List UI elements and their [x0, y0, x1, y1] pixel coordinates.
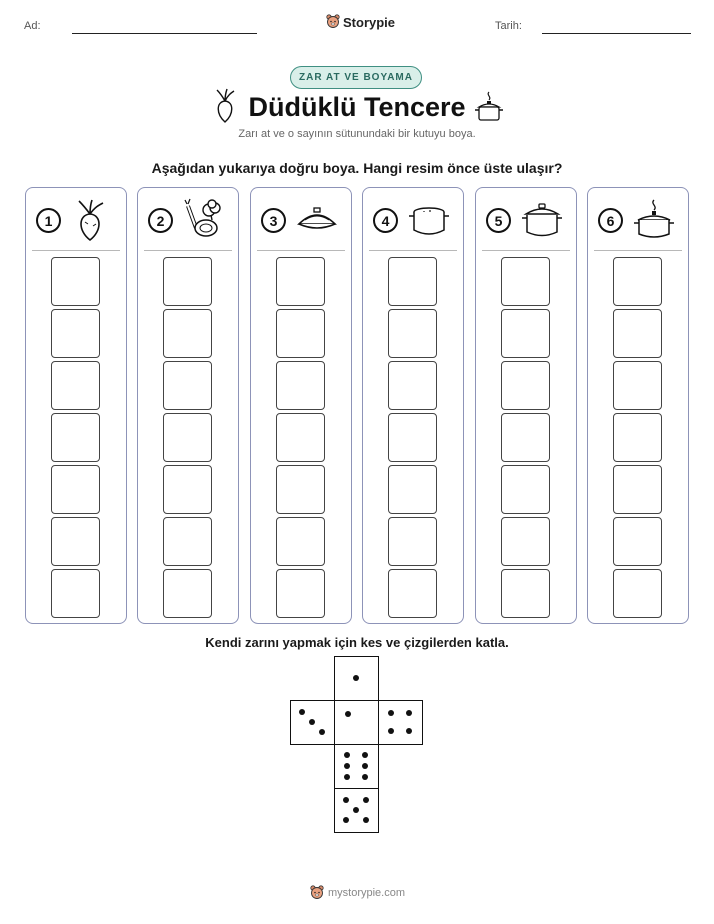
color-box[interactable] — [613, 361, 662, 410]
column-divider — [144, 250, 232, 251]
color-box[interactable] — [388, 257, 437, 306]
color-box[interactable] — [276, 257, 325, 306]
color-box[interactable] — [501, 517, 550, 566]
color-box[interactable] — [388, 361, 437, 410]
color-box[interactable] — [163, 257, 212, 306]
color-box[interactable] — [163, 413, 212, 462]
column-1 — [25, 187, 127, 624]
column-4 — [362, 187, 464, 624]
name-line — [72, 33, 257, 34]
column-header — [373, 204, 453, 238]
color-box[interactable] — [276, 309, 325, 358]
vegetables-icon — [182, 198, 226, 242]
color-box[interactable] — [163, 569, 212, 618]
color-box[interactable] — [51, 257, 100, 306]
color-box[interactable] — [276, 517, 325, 566]
color-box[interactable] — [163, 361, 212, 410]
color-box[interactable] — [388, 465, 437, 514]
column-header — [598, 204, 678, 238]
pot-icon — [520, 198, 564, 242]
die-pip — [343, 817, 349, 823]
pot-with-soup-icon — [407, 198, 451, 242]
die-pip — [345, 711, 351, 717]
column-2 — [137, 187, 239, 624]
die-face-5 — [334, 788, 379, 833]
footer — [310, 885, 405, 901]
coloring-instruction: Aşağıdan yukarıya doğru boya. Hangi resim önce üste ulaşır? — [151, 160, 563, 176]
die-pip — [309, 719, 315, 725]
bear-logo-icon — [310, 885, 324, 901]
die-face-3 — [290, 700, 335, 745]
date-label: Tarih: — [495, 20, 522, 32]
color-box[interactable] — [388, 413, 437, 462]
die-pip — [406, 710, 412, 716]
color-box[interactable] — [613, 517, 662, 566]
die-pip — [344, 763, 350, 769]
column-6 — [587, 187, 689, 624]
number-badge: 1 — [36, 208, 61, 233]
brand-logo — [326, 14, 395, 30]
cut-instruction: Kendi zarını yapmak için kes ve çizgilerden katla. — [205, 635, 509, 650]
die-pip — [353, 807, 359, 813]
color-box[interactable] — [163, 465, 212, 514]
color-box[interactable] — [613, 309, 662, 358]
footer-url[interactable]: mystorypie.com — [328, 887, 406, 899]
color-box[interactable] — [501, 309, 550, 358]
color-box[interactable] — [388, 309, 437, 358]
color-box[interactable] — [51, 517, 100, 566]
steaming-pot-icon — [632, 198, 676, 242]
column-divider — [594, 250, 682, 251]
die-face-1 — [334, 656, 379, 701]
color-box[interactable] — [388, 569, 437, 618]
color-box[interactable] — [501, 257, 550, 306]
die-face-6 — [334, 744, 379, 789]
die-pip — [343, 797, 349, 803]
die-pip — [406, 728, 412, 734]
color-box[interactable] — [501, 569, 550, 618]
column-header — [148, 204, 228, 238]
color-box[interactable] — [501, 413, 550, 462]
column-header — [261, 204, 341, 238]
die-face-1b — [334, 700, 379, 745]
die-pip — [299, 709, 305, 715]
die-pip — [362, 774, 368, 780]
color-box[interactable] — [613, 465, 662, 514]
color-box[interactable] — [613, 569, 662, 618]
number-badge: 5 — [486, 208, 511, 233]
die-pip — [344, 752, 350, 758]
column-divider — [32, 250, 120, 251]
number-badge: 2 — [148, 208, 173, 233]
color-box[interactable] — [501, 361, 550, 410]
page-subtitle: Zarı at ve o sayının sütunundaki bir kutuyu boya. — [238, 128, 476, 140]
color-box[interactable] — [51, 309, 100, 358]
die-face-4 — [378, 700, 423, 745]
die-pip — [362, 763, 368, 769]
die-pip — [344, 774, 350, 780]
color-box[interactable] — [613, 257, 662, 306]
color-box[interactable] — [51, 569, 100, 618]
die-pip — [319, 729, 325, 735]
color-box[interactable] — [613, 413, 662, 462]
activity-badge: ZAR AT VE BOYAMA — [290, 66, 422, 89]
page-title: Düdüklü Tencere — [248, 92, 466, 122]
color-box[interactable] — [276, 361, 325, 410]
die-pip — [353, 675, 359, 681]
die-pip — [388, 710, 394, 716]
die-pip — [388, 728, 394, 734]
color-box[interactable] — [163, 309, 212, 358]
color-box[interactable] — [276, 569, 325, 618]
color-box[interactable] — [51, 413, 100, 462]
beet-icon — [70, 198, 110, 242]
brand-name: Storypie — [343, 14, 396, 30]
name-label: Ad: — [24, 20, 41, 32]
column-3 — [250, 187, 352, 624]
die-pip — [363, 817, 369, 823]
number-badge: 4 — [373, 208, 398, 233]
number-badge: 3 — [261, 208, 286, 233]
column-divider — [482, 250, 570, 251]
column-divider — [369, 250, 457, 251]
color-box[interactable] — [276, 413, 325, 462]
die-pip — [362, 752, 368, 758]
column-5 — [475, 187, 577, 624]
color-box[interactable] — [51, 361, 100, 410]
die-pip — [363, 797, 369, 803]
color-box[interactable] — [501, 465, 550, 514]
color-box[interactable] — [276, 465, 325, 514]
number-badge: 6 — [598, 208, 623, 233]
date-line — [542, 33, 691, 34]
pressure-cooker-icon — [474, 90, 504, 124]
bear-logo-icon — [326, 14, 340, 30]
column-header — [486, 204, 566, 238]
color-box[interactable] — [388, 517, 437, 566]
color-box[interactable] — [163, 517, 212, 566]
column-divider — [257, 250, 345, 251]
color-box[interactable] — [51, 465, 100, 514]
column-header — [36, 204, 116, 238]
pressure-cooker-lid-icon — [295, 198, 339, 242]
